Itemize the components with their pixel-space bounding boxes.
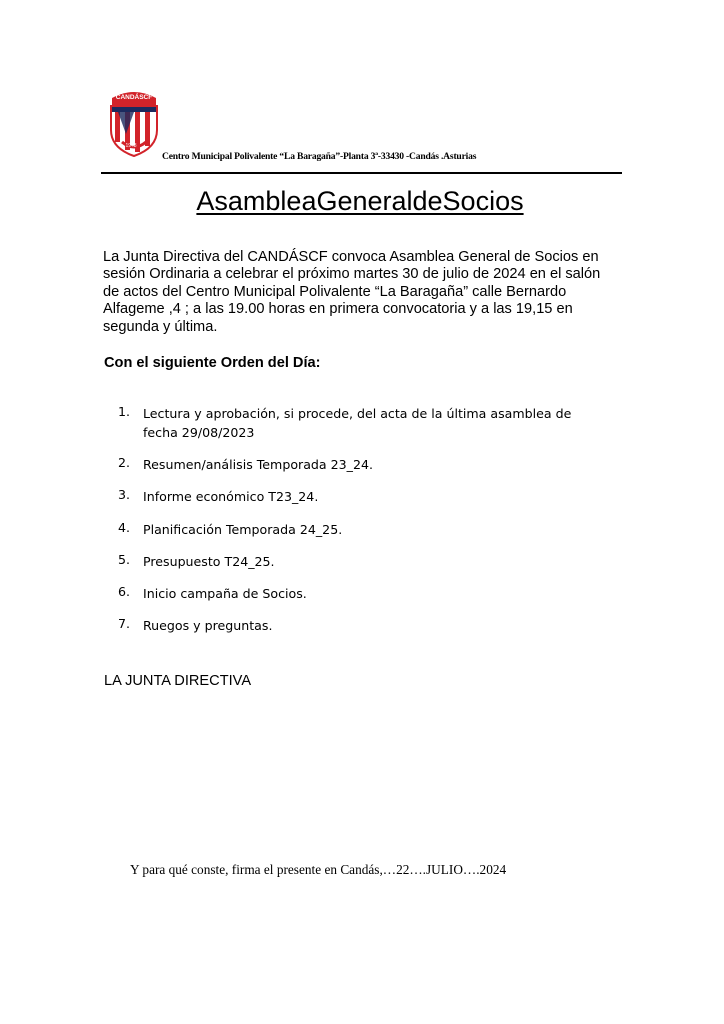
document-title: AsambleaGeneraldeSocios	[196, 186, 524, 216]
agenda-item: 7. Ruegos y preguntas.	[118, 616, 273, 634]
header-address: Centro Municipal Polivalente “La Baragaña”-Planta 3ª-33430 -Candás .Asturias	[162, 151, 477, 162]
signature-line: Y para qué conste, firma el presente en Candás,…22….JULIO….2024	[130, 862, 507, 877]
agenda-heading: Con el siguiente Orden del Día:	[104, 355, 321, 371]
header-divider	[101, 172, 622, 174]
agenda-item: 6. Inicio campaña de Socios.	[118, 584, 307, 602]
agenda-item: 2. Resumen/análisis Temporada 23_24.	[118, 455, 373, 472]
agenda-item: 5. Presupuesto T24_25.	[118, 551, 275, 569]
agenda-item: 4. Planificación Temporada 24_25.	[118, 519, 343, 537]
club-crest-logo	[104, 84, 164, 160]
closing-signatory: LA JUNTA DIRECTIVA	[104, 673, 252, 689]
svg-text:CANDÁSCF: CANDÁSCF	[115, 94, 153, 101]
agenda-item: 1. Lectura y aprobación, si procede, del acta de la última asamblea de fecha 29/08/2023	[118, 404, 572, 440]
svg-text:1948: 1948	[125, 143, 137, 149]
intro-paragraph: La Junta Directiva del CANDÁSCF convoca Asamblea General de Socios en sesión Ordinaria a celebrar el próximo martes 30 de julio de 2024 en el salón de actos del Centro Municipal Polivalente “La Baragaña” calle Bernardo Alfageme ,4 ; a las 19.00 horas en primera convocatoria y a las 19,15 en segunda y última.	[103, 249, 601, 335]
agenda-list	[118, 404, 598, 649]
agenda-item: 3. Informe económico T23_24.	[118, 487, 319, 505]
